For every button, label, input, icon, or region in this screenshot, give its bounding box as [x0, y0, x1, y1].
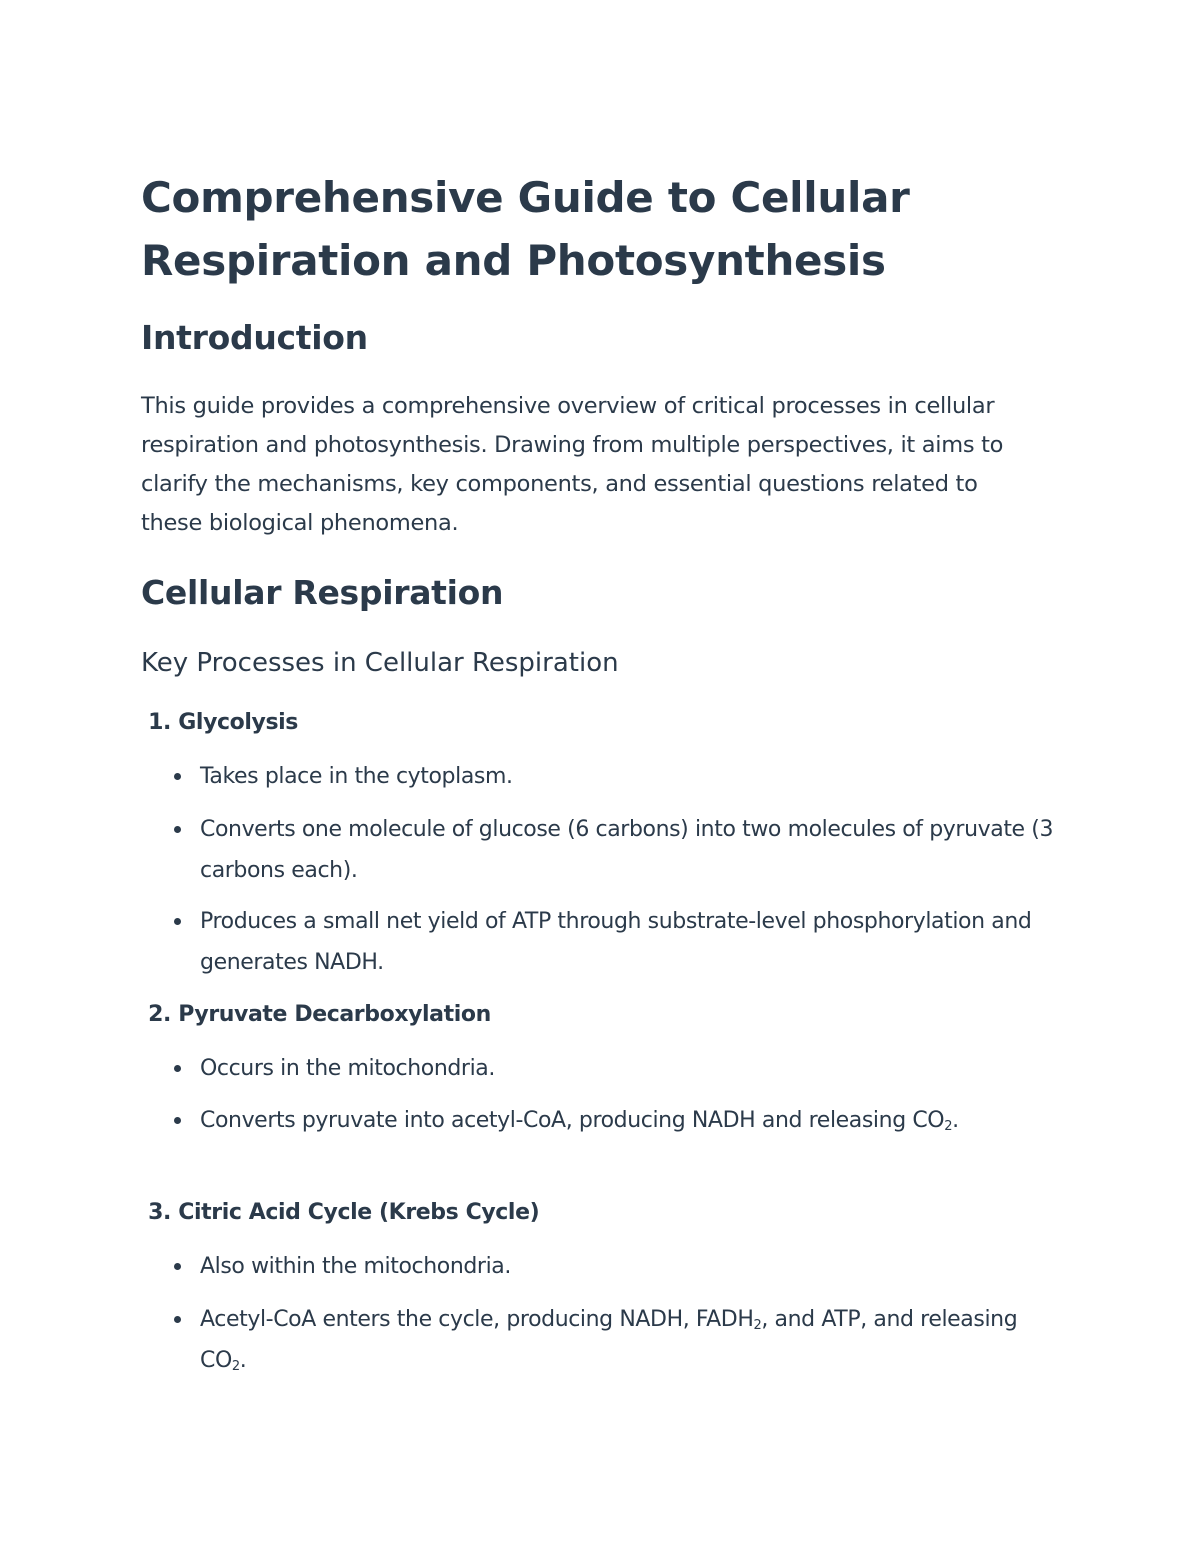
introduction-heading: Introduction: [141, 318, 368, 357]
list-item-text: Acetyl-CoA enters the cycle, producing NADH, FADH: [200, 1307, 754, 1332]
list-item: Produces a small net yield of ATP through substrate-level phosphorylation and generates NADH.: [200, 901, 1060, 983]
list-item: Takes place in the cytoplasm.: [200, 756, 1060, 797]
step-name: Pyruvate Decarboxylation: [178, 1002, 491, 1027]
document-title: Comprehensive Guide to Cellular Respiration and Photosynthesis: [141, 173, 910, 285]
step-number: 1.: [148, 710, 171, 735]
key-processes-subheading: Key Processes in Cellular Respiration: [141, 648, 619, 678]
subscript: 2: [231, 1359, 240, 1374]
step-number: 2.: [148, 1002, 171, 1027]
step-name: Glycolysis: [178, 710, 298, 735]
cellular-respiration-heading: Cellular Respiration: [141, 573, 504, 612]
list-item: [200, 1299, 1060, 1381]
introduction-paragraph: This guide provides a comprehensive overview of critical processes in cellular respiration and photosynthesis. Drawing from multiple perspectives, it aims to clarify the mechanisms, key components, and essential questions related to these biological phenomena.: [141, 393, 1004, 536]
subscript: 2: [944, 1119, 953, 1134]
step-name: Citric Acid Cycle (Krebs Cycle): [178, 1200, 540, 1225]
step-pyruvate-decarboxylation: [141, 1000, 491, 1030]
step-number: 3.: [148, 1200, 171, 1225]
list-item-text: , and ATP, and releasing CO: [200, 1307, 1018, 1373]
list-item-text: .: [952, 1108, 959, 1133]
list-item: Also within the mitochondria.: [200, 1246, 1060, 1287]
list-item-text: Converts pyruvate into acetyl-CoA, producing NADH and releasing CO: [200, 1108, 945, 1133]
subscript: 2: [753, 1318, 762, 1333]
list-item: [200, 1100, 1060, 1141]
list-item: Occurs in the mitochondria.: [200, 1048, 1060, 1089]
list-item: Converts one molecule of glucose (6 carbons) into two molecules of pyruvate (3 carbons each).: [200, 809, 1060, 891]
step-glycolysis: [141, 708, 298, 738]
step-citric-acid-cycle: [141, 1198, 539, 1228]
list-item-text: .: [239, 1348, 247, 1373]
